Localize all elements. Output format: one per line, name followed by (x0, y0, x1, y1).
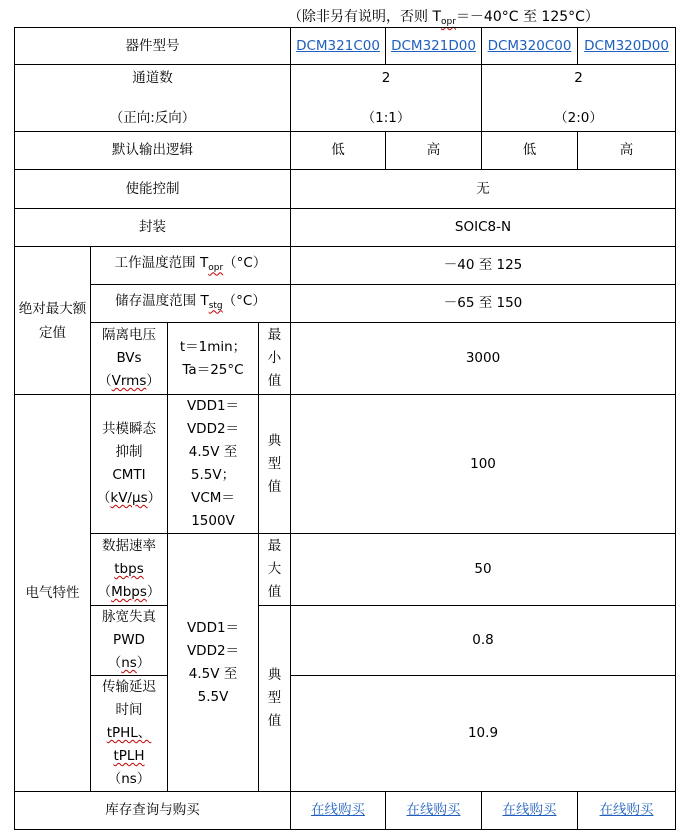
pwd-type: 典型值 (259, 606, 291, 792)
channels-group1: 2 （1:1） (291, 65, 482, 132)
default-output-1: 低 (291, 132, 386, 170)
data-rate-type: 最大值 (259, 534, 291, 606)
pwd-param: 脉宽失真 PWD（ns） (91, 606, 168, 676)
default-output-label: 默认输出逻辑 (15, 132, 291, 170)
cmti-param: 共模瞬态抑制 CMTI （kV/μs） (91, 395, 168, 534)
cmti-value: 100 (291, 395, 676, 534)
package-value: SOIC8-N (291, 209, 676, 247)
row-pwd (15, 606, 676, 676)
cmti-condition: VDD1＝VDD2＝4.5V 至 5.5V；VCM＝1500V (168, 395, 259, 534)
model-label: 器件型号 (15, 28, 291, 65)
buy-link-1[interactable]: 在线购买 (291, 792, 386, 830)
part-link-3[interactable]: DCM320C00 (482, 28, 578, 65)
conditions-note: （除非另有说明，否则 $T_{opr}=-40^\circ C$ 至 125°C） (288, 9, 599, 27)
stg-temp-label: 储存温度范围 $T_{stg}(^\circ C)$ (91, 285, 291, 323)
default-output-3: 低 (482, 132, 578, 170)
channels-label: 通道数 （正向:反向） (15, 65, 291, 132)
row-channels (15, 65, 676, 132)
abs-max-group-label: 绝对最大额定值 (15, 247, 91, 395)
part-link-4[interactable]: DCM320D00 (578, 28, 676, 65)
enable-label: 使能控制 (15, 170, 291, 209)
default-output-4: 高 (578, 132, 676, 170)
buy-link-3[interactable]: 在线购买 (482, 792, 578, 830)
row-buy (15, 792, 676, 830)
part-link-2[interactable]: DCM321D00 (386, 28, 482, 65)
op-temp-label: 工作温度范围 $T_{opr}(^\circ C)$ (91, 247, 291, 285)
row-cmti (15, 395, 676, 534)
row-isolation (15, 323, 676, 395)
default-output-2: 高 (386, 132, 482, 170)
row-package (15, 209, 676, 247)
channels-group2: 2 （2:0） (482, 65, 676, 132)
isolation-condition: t＝1min；Ta＝25°C (168, 323, 259, 395)
delay-param: 传输延迟时间 tPHL、tPLH（ns） (91, 676, 168, 792)
delay-value: 10.9 (291, 676, 676, 792)
row-data-rate (15, 534, 676, 606)
enable-value: 无 (291, 170, 676, 209)
row-op-temp (15, 247, 676, 285)
stg-temp-value: －65 至 150 (291, 285, 676, 323)
data-rate-value: 50 (291, 534, 676, 606)
row-model (15, 28, 676, 65)
pwd-value: 0.8 (291, 606, 676, 676)
row-default-output (15, 132, 676, 170)
row-enable (15, 170, 676, 209)
buy-link-4[interactable]: 在线购买 (578, 792, 676, 830)
cmti-type: 典型值 (259, 395, 291, 534)
shared-condition: VDD1＝VDD2＝4.5V 至 5.5V (168, 534, 259, 792)
buy-label: 库存查询与购买 (15, 792, 291, 830)
buy-link-2[interactable]: 在线购买 (386, 792, 482, 830)
row-delay (15, 676, 676, 792)
data-rate-param: 数据速率 tbps （Mbps） (91, 534, 168, 606)
row-stg-temp (15, 285, 676, 323)
isolation-type: 最小值 (259, 323, 291, 395)
package-label: 封装 (15, 209, 291, 247)
isolation-param: 隔离电压 BVs （Vrms） (91, 323, 168, 395)
electrical-group-label: 电气特性 (15, 395, 91, 792)
isolation-value: 3000 (291, 323, 676, 395)
part-link-1[interactable]: DCM321C00 (291, 28, 386, 65)
spec-table (14, 27, 676, 830)
op-temp-value: －40 至 125 (291, 247, 676, 285)
